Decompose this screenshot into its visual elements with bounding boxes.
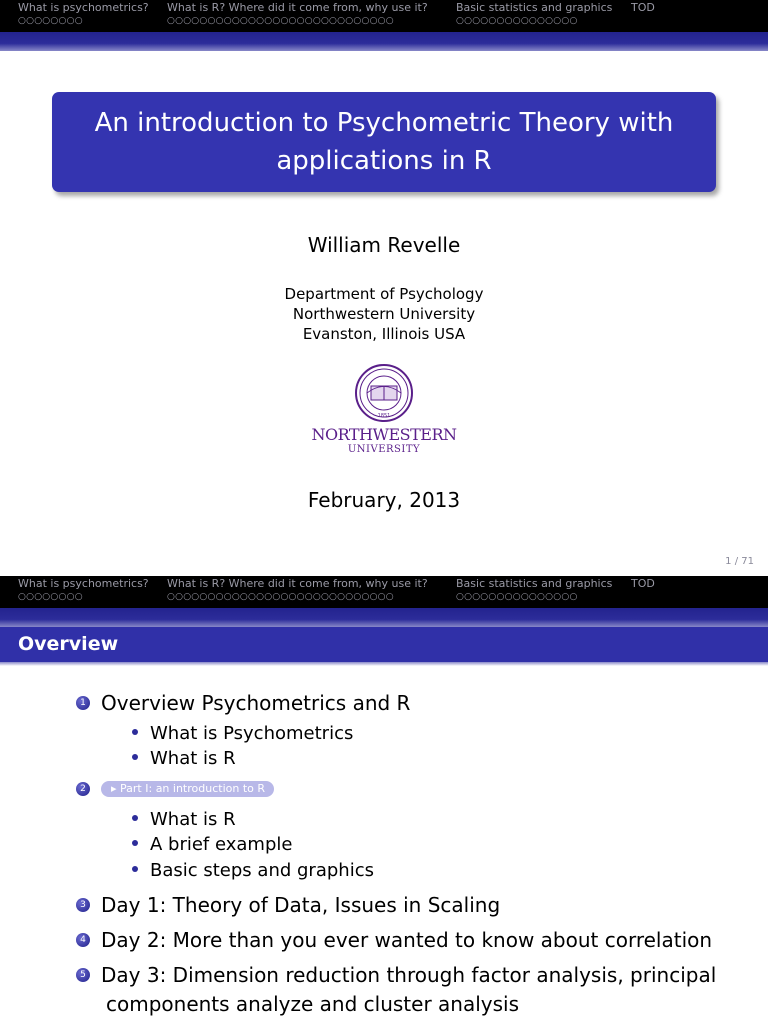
- outline-item-5[interactable]: [76, 961, 716, 990]
- presentation-title: An introduction to Psychometric Theory with applications in R: [94, 108, 674, 176]
- outline-item-label-continued[interactable]: components analyze and cluster analysis: [106, 992, 519, 1016]
- bullet-icon: [132, 866, 138, 872]
- nav-section-label[interactable]: TOD: [631, 1, 655, 14]
- nav-section-label[interactable]: TOD: [631, 577, 655, 590]
- nav-section-label[interactable]: What is R? Where did it come from, why use it?: [167, 1, 428, 14]
- outline-item-2[interactable]: [76, 775, 274, 804]
- outline-subitem[interactable]: [132, 859, 374, 883]
- nav-slide-dots[interactable]: ○○○○○○○○○○○○○○○: [456, 16, 578, 26]
- subitem-label[interactable]: What is R: [150, 748, 236, 769]
- nav-section-what-is-r[interactable]: [167, 1, 428, 27]
- author-name: William Revelle: [307, 233, 461, 257]
- nav-section-psychometrics[interactable]: [18, 577, 149, 603]
- part-link-button[interactable]: [101, 781, 274, 797]
- nav-slide-dots[interactable]: ○○○○○○○○: [18, 592, 83, 602]
- subitem-label[interactable]: A brief example: [150, 834, 293, 855]
- nav-section-label[interactable]: What is psychometrics?: [18, 1, 149, 14]
- subitem-label[interactable]: What is R: [150, 809, 236, 830]
- section-navigation-bar: [0, 0, 768, 32]
- nav-slide-dots[interactable]: ○○○○○○○○○○○○○○○○○○○○○○○○○○○○: [167, 16, 394, 26]
- nav-section-what-is-r[interactable]: [167, 577, 428, 603]
- nav-section-label[interactable]: What is psychometrics?: [18, 577, 149, 590]
- outline-item-label[interactable]: Day 2: More than you ever wanted to know about correlation: [101, 928, 713, 952]
- outline-subitem[interactable]: [132, 747, 236, 771]
- bullet-icon: [132, 754, 138, 760]
- northwestern-logo: [307, 362, 461, 458]
- page-number: 1 / 71: [725, 556, 754, 567]
- nav-slide-dots[interactable]: ○○○○○○○○○○○○○○○: [456, 592, 578, 602]
- nav-section-tod[interactable]: [631, 577, 655, 591]
- outline-item-label[interactable]: Day 3: Dimension reduction through factor analysis, principal: [101, 963, 717, 987]
- seal-year: 1851: [377, 413, 391, 419]
- frame-title-bar: [0, 627, 768, 662]
- outline-item-1[interactable]: [76, 689, 410, 718]
- outline-item-4[interactable]: [76, 926, 712, 955]
- item-number-badge: 5: [76, 968, 90, 982]
- nav-section-psychometrics[interactable]: [18, 1, 149, 27]
- item-number-badge: 4: [76, 933, 90, 947]
- outline-item-label[interactable]: Overview Psychometrics and R: [101, 691, 411, 715]
- outline-item-label[interactable]: Day 1: Theory of Data, Issues in Scaling: [101, 893, 501, 917]
- item-number-badge: 3: [76, 898, 90, 912]
- outline-subitem[interactable]: [132, 722, 353, 746]
- bullet-icon: [132, 729, 138, 735]
- section-navigation-bar: [0, 576, 768, 608]
- item-number-badge: 2: [76, 782, 90, 796]
- institute-location: Evanston, Illinois USA: [302, 325, 466, 343]
- header-band: [0, 608, 768, 627]
- university-seal-icon: [307, 362, 461, 424]
- nav-section-basic-statistics[interactable]: [456, 1, 612, 27]
- outline-item-5-continued[interactable]: [106, 990, 519, 1019]
- logo-subname: UNIVERSITY: [347, 444, 421, 455]
- institute-department: Department of Psychology: [284, 285, 484, 303]
- part-link-label[interactable]: Part I: an introduction to R: [120, 781, 266, 795]
- nav-section-label[interactable]: Basic statistics and graphics: [456, 577, 613, 590]
- bullet-icon: [132, 840, 138, 846]
- item-number-badge: 1: [76, 696, 90, 710]
- nav-slide-dots[interactable]: ○○○○○○○○○○○○○○○○○○○○○○○○○○○○: [167, 592, 394, 602]
- nav-section-tod[interactable]: [631, 1, 655, 15]
- logo-name: NORTHWESTERN: [311, 425, 457, 444]
- frame-title: Overview: [18, 633, 119, 655]
- title-box: [52, 92, 716, 192]
- outline-item-3[interactable]: [76, 891, 500, 920]
- nav-section-basic-statistics[interactable]: [456, 577, 612, 603]
- triangle-right-icon: ▸: [111, 781, 121, 795]
- overview-slide: [0, 576, 768, 1024]
- nav-section-label[interactable]: What is R? Where did it come from, why use it?: [167, 577, 428, 590]
- bullet-icon: [132, 815, 138, 821]
- header-band: [0, 32, 768, 51]
- subitem-label[interactable]: Basic steps and graphics: [150, 860, 374, 881]
- outline-subitem[interactable]: [132, 808, 236, 832]
- presentation-date: February, 2013: [307, 488, 461, 512]
- nav-section-label[interactable]: Basic statistics and graphics: [456, 1, 613, 14]
- subitem-label[interactable]: What is Psychometrics: [150, 723, 354, 744]
- outline-subitem[interactable]: [132, 833, 292, 857]
- nav-slide-dots[interactable]: ○○○○○○○○: [18, 16, 83, 26]
- institute-university: Northwestern University: [292, 305, 476, 323]
